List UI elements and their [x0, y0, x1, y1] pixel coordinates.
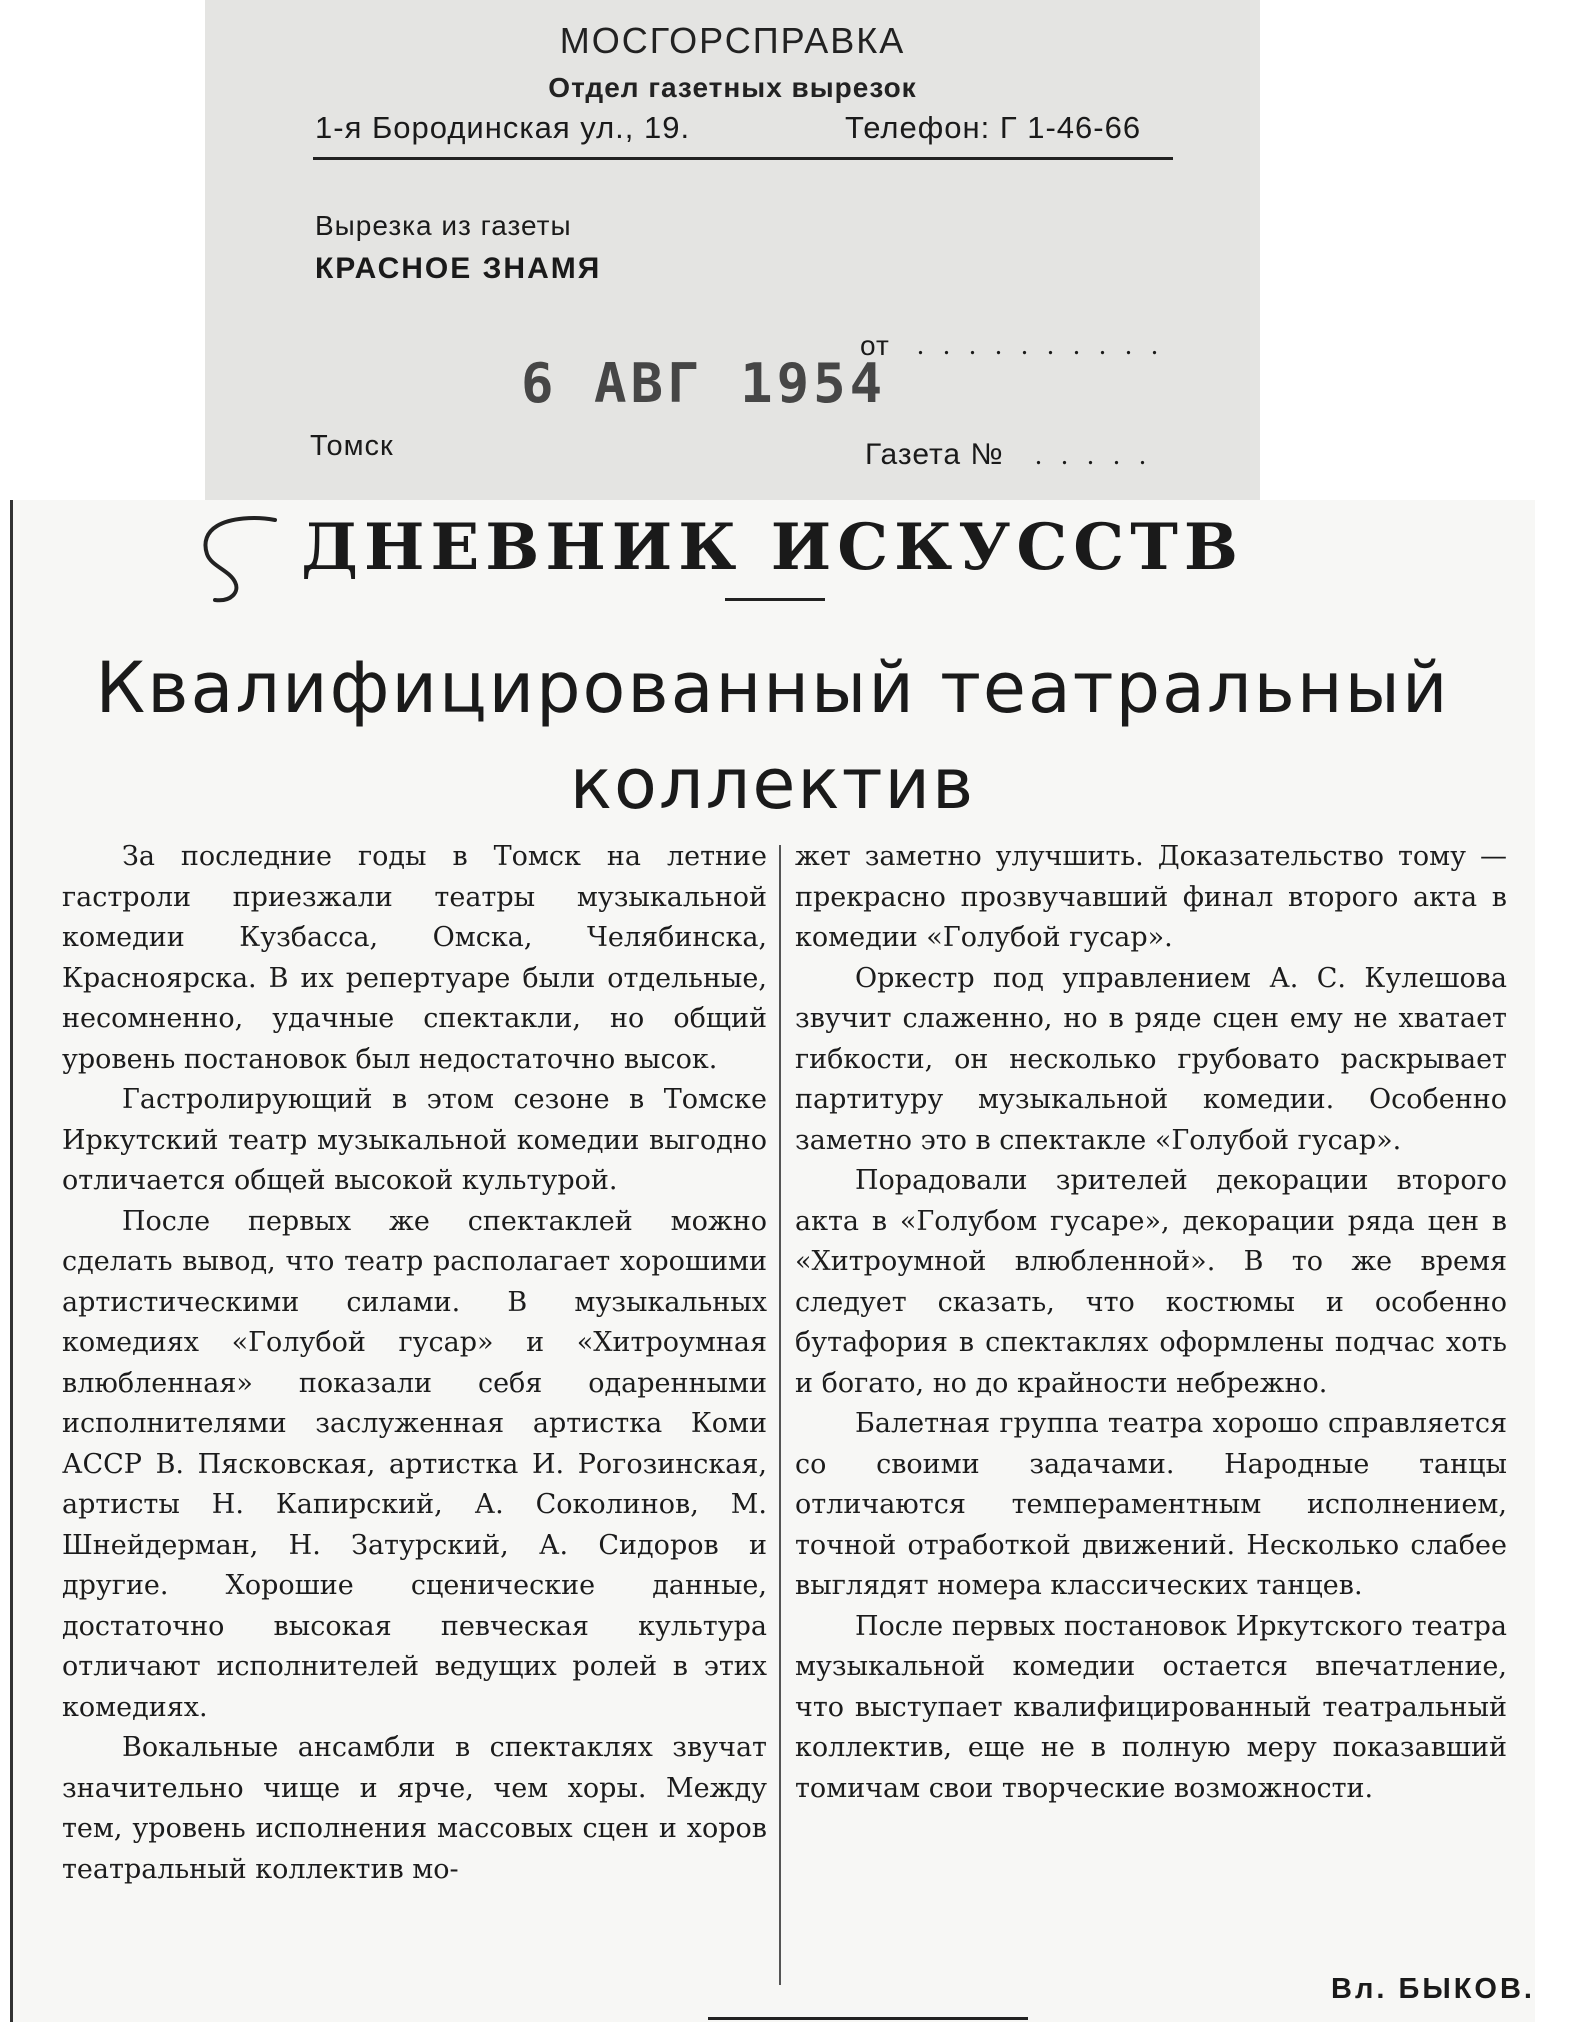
- newspaper-name: КРАСНОЕ ЗНАМЯ: [315, 252, 602, 285]
- from-label: от: [860, 330, 890, 361]
- rubric-title: ДНЕВНИК ИСКУССТВ: [301, 510, 1244, 585]
- column-divider: [779, 845, 781, 1985]
- address: 1-я Бородинская ул., 19.: [315, 110, 691, 145]
- article-column-right: [795, 837, 1507, 1809]
- cutting-label: Вырезка из газеты: [315, 210, 572, 241]
- paragraph: Порадовали зрителей декорации второго акта в «Голубом гусаре», декорации ряда цен в «Хитроумной влюбленной». В то же время следует сказать, что костюмы и особенно бутафория в спектаклях оформлены подчас хоть и богато, но до крайности небрежно.: [795, 1165, 1507, 1399]
- issue-blank: . . . . .: [1035, 440, 1152, 471]
- headline-line-1: Квалифицированный театральный: [95, 647, 1450, 729]
- paragraph: Вокальные ансамбли в спектаклях звучат значительно чище и ярче, чем хоры. Между тем, уровень исполнения массовых сцен и хоров театральный коллектив мо-: [62, 1732, 767, 1885]
- paragraph: Оркестр под управлением А. С. Кулешова звучит слаженно, но в ряде сцен ему не хватает гибкости, он несколько грубовато раскрывает партитуру музыкальной комедии. Особенно заметно это в спектакле «Голубой гусар».: [795, 962, 1507, 1156]
- city: Томск: [310, 430, 394, 462]
- article-end-divider: [708, 2017, 1028, 2020]
- issue-label: Газета №: [865, 438, 1004, 471]
- paragraph: Гастролирующий в этом сезоне в Томске Иркутский театр музыкальной комедии выгодно отличается общей высокой культурой.: [62, 1084, 767, 1196]
- clipping-bureau-header: [205, 0, 1260, 500]
- article-headline: [10, 640, 1535, 832]
- department-name: Отдел газетных вырезок: [548, 72, 917, 103]
- paragraph: За последние годы в Томск на летние гастроли приезжали театры музыкальной комедии Кузбасса, Омска, Челябинска, Красноярска. В их репертуаре были отдельные, несомненно, удачные спектакли, но общий уровень постановок был недостаточно высок.: [62, 841, 767, 1075]
- paragraph: Балетная группа театра хорошо справляется со своими задачами. Народные танцы отличаются темпераментным исполнением, точной отработкой движений. Несколько слабее выглядят номера классических танцев.: [795, 1408, 1507, 1601]
- from-blank: . . . . . . . . . .: [917, 330, 1164, 361]
- headline-line-2: коллектив: [569, 743, 976, 825]
- paragraph: После первых постановок Иркутского театра музыкальной комедии остается впечатление, что выступает квалифицированный театральный коллектив, еще не в полную меру показавший томичам свои творческие возможности.: [795, 1610, 1507, 1804]
- organization-name: МОСГОРСПРАВКА: [559, 20, 906, 61]
- header-divider: [313, 157, 1173, 160]
- date-stamp: 6 АВГ 1954: [521, 352, 887, 415]
- paragraph: жет заметно улучшить. Доказательство тому — прекрасно прозвучавший финал второго акта в комедии «Голубой гусар».: [795, 841, 1507, 953]
- newspaper-clipping: [10, 500, 1535, 2022]
- author-signature: Вл. БЫКОВ.: [1331, 1973, 1535, 2005]
- phone-number: Телефон: Г 1-46-66: [845, 110, 1142, 145]
- article-column-left: [62, 837, 767, 1890]
- rubric-divider: [725, 598, 825, 601]
- paragraph: После первых же спектаклей можно сделать вывод, что театр располагает хорошими артистическими силами. В музыкальных комедиях «Голубой гусар» и «Хитроумная влюбленная» показали себя одаренными исполнителями заслуженная артистка Коми АССР В. Пясковская, артистка И. Рогозинская, артисты Н. Капирский, А. Соколинов, М. Шнейдерман, Н. Затурский, А. Сидоров и другие. Хорошие сценические данные, достаточно высокая певческая культура отличают исполнителей ведущих ролей в этих комедиях.: [62, 1205, 767, 1723]
